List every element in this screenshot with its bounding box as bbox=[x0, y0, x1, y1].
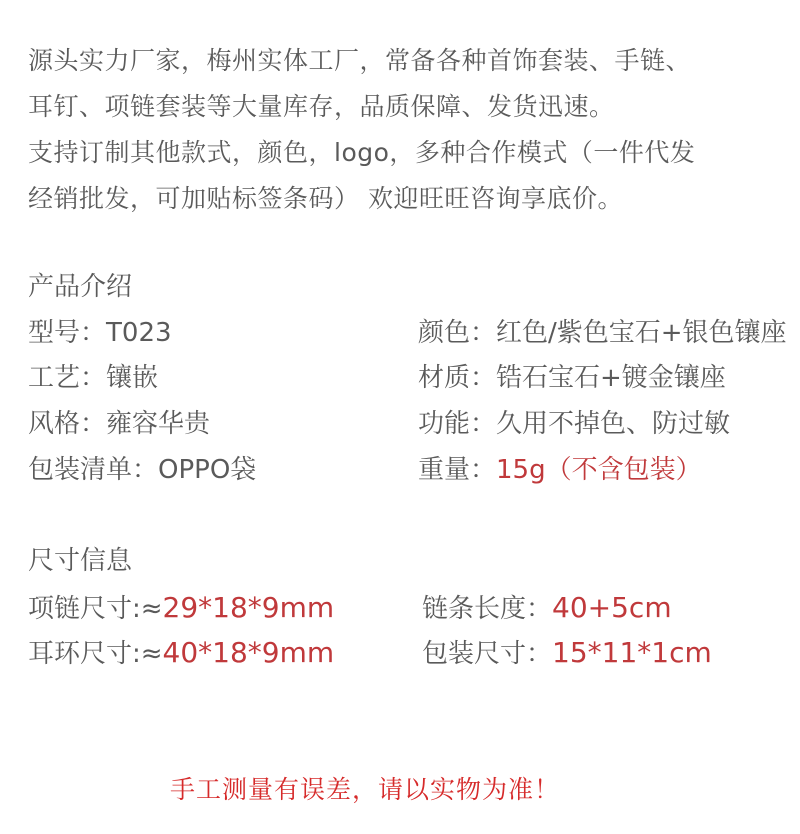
color-value: 红色/紫色宝石+银色镶座 bbox=[496, 318, 787, 348]
craft-field bbox=[28, 358, 158, 398]
chain-length-label: 链条长度： bbox=[422, 594, 553, 624]
style-value: 雍容华贵 bbox=[106, 409, 211, 439]
earring-size-field bbox=[28, 633, 334, 674]
product-heading: 产品介绍 bbox=[28, 272, 133, 302]
style-label: 风格： bbox=[28, 409, 107, 439]
intro-line-4: 经销批发，可加贴标签条码） 欢迎旺旺咨询享底价。 bbox=[28, 184, 623, 213]
function-field bbox=[418, 404, 730, 444]
intro-line-3: 支持订制其他款式，颜色，logo，多种合作模式（一件代发 bbox=[28, 138, 696, 167]
intro-paragraph bbox=[28, 38, 788, 222]
model-field bbox=[28, 313, 172, 353]
color-field bbox=[418, 313, 787, 353]
size-heading: 尺寸信息 bbox=[28, 546, 133, 576]
size-row-necklace-chain bbox=[28, 588, 800, 628]
earring-size-value: 40*18*9mm bbox=[162, 636, 335, 669]
material-label: 材质： bbox=[418, 363, 497, 393]
product-row-model-color bbox=[28, 313, 800, 353]
chain-length-field bbox=[422, 588, 672, 629]
craft-label: 工艺： bbox=[28, 363, 107, 393]
packing-field bbox=[28, 450, 256, 490]
chain-length-value: 40+5cm bbox=[552, 591, 672, 624]
model-label: 型号： bbox=[28, 318, 107, 348]
weight-label: 重量： bbox=[418, 455, 497, 485]
model-value: T023 bbox=[106, 318, 172, 348]
packing-value: OPPO袋 bbox=[158, 455, 257, 485]
material-value: 锆石宝石+镀金镶座 bbox=[496, 363, 726, 393]
packing-label: 包装清单： bbox=[28, 455, 159, 485]
measurement-disclaimer: 手工测量有误差，请以实物为准！ bbox=[169, 775, 560, 804]
product-row-style-function bbox=[28, 404, 800, 444]
weight-value: 15g（不含包装） bbox=[496, 455, 702, 485]
style-field bbox=[28, 404, 210, 444]
function-value: 久用不掉色、防过敏 bbox=[496, 409, 731, 439]
craft-value: 镶嵌 bbox=[106, 363, 159, 393]
intro-line-2: 耳钉、项链套装等大量库存，品质保障、发货迅速。 bbox=[28, 92, 615, 121]
necklace-size-value: 29*18*9mm bbox=[162, 591, 335, 624]
product-row-craft-material bbox=[28, 358, 800, 398]
necklace-size-field bbox=[28, 588, 334, 629]
package-size-label: 包装尺寸： bbox=[422, 639, 553, 669]
product-row-packing-weight bbox=[28, 450, 800, 490]
function-label: 功能： bbox=[418, 409, 497, 439]
necklace-size-label: 项链尺寸:≈ bbox=[28, 594, 163, 624]
earring-size-label: 耳环尺寸:≈ bbox=[28, 639, 163, 669]
package-size-value: 15*11*1cm bbox=[552, 636, 712, 669]
size-row-earring-package bbox=[28, 633, 800, 673]
material-field bbox=[418, 358, 726, 398]
intro-line-1: 源头实力厂家，梅州实体工厂，常备各种首饰套装、手链、 bbox=[28, 46, 692, 75]
package-size-field bbox=[422, 633, 712, 674]
weight-field bbox=[418, 450, 702, 490]
color-label: 颜色： bbox=[418, 318, 497, 348]
